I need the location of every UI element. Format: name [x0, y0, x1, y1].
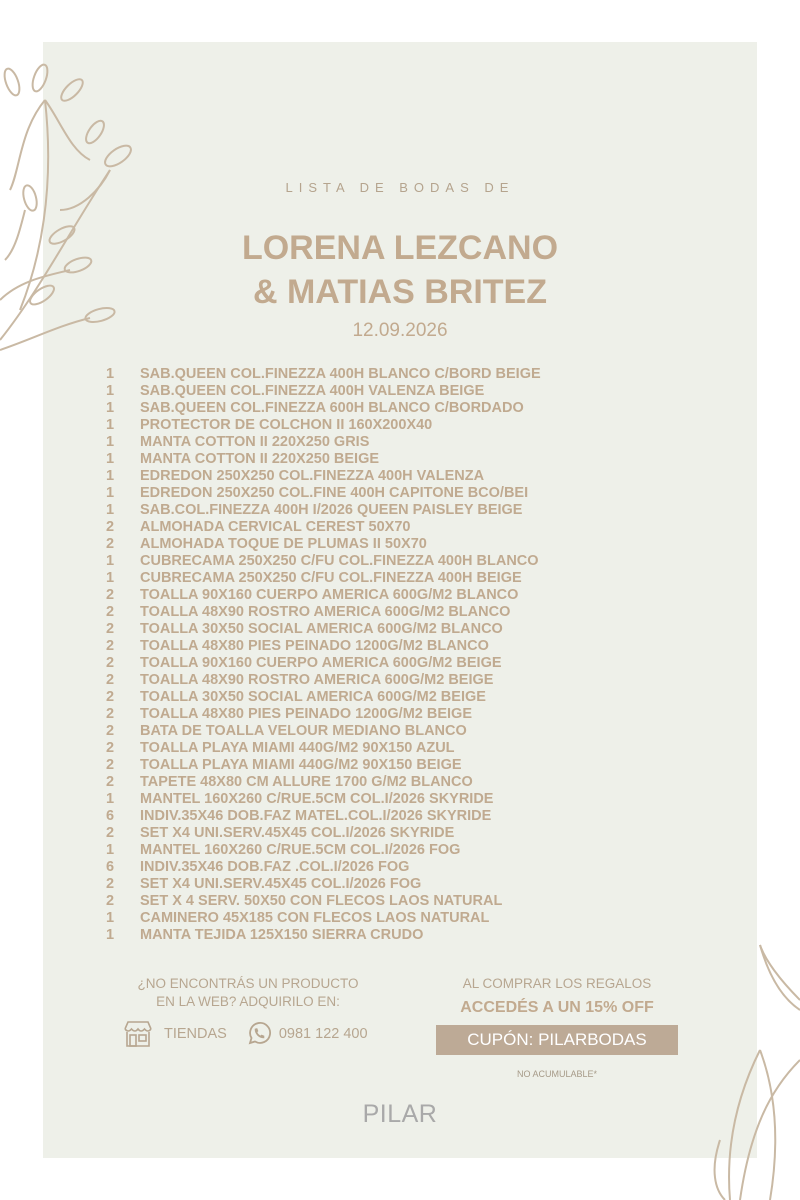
item-description: CUBRECAMA 250X250 C/FU COL.FINEZZA 400H BEIGE: [140, 570, 522, 586]
item-description: TAPETE 48X80 CM ALLURE 1700 G/M2 BLANCO: [140, 774, 473, 790]
item-description: SAB.QUEEN COL.FINEZZA 400H BLANCO C/BORD BEIGE: [140, 366, 541, 382]
floral-branch-top-left: [0, 60, 140, 360]
item-description: CUBRECAMA 250X250 C/FU COL.FINEZZA 400H BLANCO: [140, 553, 539, 569]
list-item: [106, 910, 541, 927]
item-description: TOALLA 48X90 ROSTRO AMERICA 600G/M2 BLANCO: [140, 604, 511, 620]
item-quantity: 2: [106, 519, 115, 535]
floral-branch-bottom-right: [700, 940, 800, 1200]
list-item: [106, 723, 541, 740]
item-quantity: 1: [106, 485, 115, 501]
item-quantity: 2: [106, 536, 115, 552]
names-line-1: LORENA LEZCANO: [241, 229, 559, 267]
item-quantity: 2: [106, 706, 115, 722]
item-description: PROTECTOR DE COLCHON II 160X200X40: [140, 417, 433, 433]
list-item: [106, 604, 541, 621]
list-item: [106, 417, 541, 434]
item-description: SAB.COL.FINEZZA 400H I/2026 QUEEN PAISLEY BEIGE: [140, 502, 523, 518]
list-item: [106, 672, 541, 689]
item-description: MANTEL 160X260 C/RUE.5CM COL.I/2026 SKYRIDE: [140, 791, 494, 807]
item-description: ALMOHADA TOQUE DE PLUMAS II 50X70: [140, 536, 427, 552]
item-quantity: 2: [106, 689, 115, 705]
item-quantity: 2: [106, 604, 115, 620]
list-item: [106, 876, 541, 893]
item-description: SET X4 UNI.SERV.45X45 COL.I/2026 FOG: [140, 876, 422, 892]
item-quantity: 1: [106, 400, 115, 416]
item-description: EDREDON 250X250 COL.FINEZZA 400H VALENZA: [140, 468, 485, 484]
item-description: EDREDON 250X250 COL.FINE 400H CAPITONE BCO/BEI: [140, 485, 529, 501]
item-description: SAB.QUEEN COL.FINEZZA 400H VALENZA BEIGE: [140, 383, 485, 399]
list-item: [106, 740, 541, 757]
item-description: TOALLA 30X50 SOCIAL AMERICA 600G/M2 BLANCO: [140, 621, 503, 637]
list-item: [106, 655, 541, 672]
item-description: SET X4 UNI.SERV.45X45 COL.I/2026 SKYRIDE: [140, 825, 455, 841]
store-icon: [122, 1020, 154, 1048]
item-quantity: 2: [106, 893, 115, 909]
item-quantity: 1: [106, 468, 115, 484]
list-item: [106, 893, 541, 910]
item-quantity: 2: [106, 876, 115, 892]
item-description: MANTA TEJIDA 125X150 SIERRA CRUDO: [140, 927, 424, 943]
item-quantity: 2: [106, 621, 115, 637]
list-item: [106, 859, 541, 876]
item-quantity: 1: [106, 434, 115, 450]
list-item: [106, 434, 541, 451]
wedding-date: 12.09.2026: [352, 320, 448, 341]
item-description: SAB.QUEEN COL.FINEZZA 600H BLANCO C/BORDADO: [140, 400, 524, 416]
list-item: [106, 383, 541, 400]
item-description: TOALLA 48X90 ROSTRO AMERICA 600G/M2 BEIGE: [140, 672, 494, 688]
item-description: INDIV.35X46 DOB.FAZ MATEL.COL.I/2026 SKYRIDE: [140, 808, 492, 824]
item-description: MANTA COTTON II 220X250 BEIGE: [140, 451, 380, 467]
item-quantity: 1: [106, 451, 115, 467]
item-quantity: 2: [106, 757, 115, 773]
contact-row: [122, 1020, 368, 1048]
not-found-line-2: EN LA WEB? ADQUIRILO EN:: [156, 994, 340, 1009]
item-quantity: 2: [106, 672, 115, 688]
item-description: BATA DE TOALLA VELOUR MEDIANO BLANCO: [140, 723, 467, 739]
coupon-badge: CUPÓN: PILARBODAS: [436, 1025, 678, 1055]
list-item: [106, 502, 541, 519]
item-description: CAMINERO 45X185 CON FLECOS LAOS NATURAL: [140, 910, 490, 926]
item-quantity: 1: [106, 502, 115, 518]
whatsapp-icon: [245, 1020, 273, 1048]
item-quantity: 2: [106, 723, 115, 739]
item-quantity: 1: [106, 791, 115, 807]
list-item: [106, 366, 541, 383]
not-cumulative-note: NO ACUMULABLE*: [516, 1069, 598, 1079]
item-quantity: 1: [106, 366, 115, 382]
item-quantity: 2: [106, 655, 115, 671]
list-item: [106, 706, 541, 723]
list-item: [106, 553, 541, 570]
list-item: [106, 621, 541, 638]
stores-label: TIENDAS: [164, 1026, 227, 1042]
promo-block: [436, 975, 678, 1079]
gift-list: [106, 366, 541, 944]
purchase-info: [100, 975, 396, 1011]
promo-line-1: AL COMPRAR LOS REGALOS: [462, 976, 652, 991]
list-item: [106, 927, 541, 944]
item-quantity: 2: [106, 638, 115, 654]
list-item: [106, 587, 541, 604]
not-found-line-1: ¿NO ENCONTRÁS UN PRODUCTO: [137, 976, 359, 991]
item-quantity: 1: [106, 417, 115, 433]
list-item: [106, 791, 541, 808]
item-quantity: 1: [106, 910, 115, 926]
list-item: [106, 825, 541, 842]
list-kicker: LISTA DE BODAS DE: [285, 180, 515, 195]
item-description: TOALLA 30X50 SOCIAL AMERICA 600G/M2 BEIGE: [140, 689, 486, 705]
names-line-2: & MATIAS BRITEZ: [252, 273, 547, 311]
list-item: [106, 757, 541, 774]
brand-logo: PILAR: [362, 1100, 438, 1128]
list-item: [106, 468, 541, 485]
item-description: TOALLA 90X160 CUERPO AMERICA 600G/M2 BLANCO: [140, 587, 519, 603]
phone-number[interactable]: 0981 122 400: [278, 1026, 368, 1042]
item-quantity: 1: [106, 383, 115, 399]
item-description: TOALLA 48X80 PIES PEINADO 1200G/M2 BLANCO: [140, 638, 489, 654]
list-item: [106, 519, 541, 536]
couple-names: [0, 226, 800, 314]
list-item: [106, 400, 541, 417]
item-description: MANTA COTTON II 220X250 GRIS: [140, 434, 370, 450]
item-description: TOALLA PLAYA MIAMI 440G/M2 90X150 BEIGE: [140, 757, 462, 773]
item-quantity: 2: [106, 774, 115, 790]
item-description: SET X 4 SERV. 50X50 CON FLECOS LAOS NATURAL: [140, 893, 503, 909]
list-item: [106, 485, 541, 502]
item-quantity: 2: [106, 825, 115, 841]
item-quantity: 2: [106, 587, 115, 603]
list-item: [106, 570, 541, 587]
list-item: [106, 808, 541, 825]
item-quantity: 2: [106, 740, 115, 756]
list-item: [106, 536, 541, 553]
list-item: [106, 638, 541, 655]
item-quantity: 6: [106, 859, 115, 875]
list-item: [106, 689, 541, 706]
item-description: ALMOHADA CERVICAL CEREST 50X70: [140, 519, 411, 535]
list-item: [106, 774, 541, 791]
item-quantity: 1: [106, 570, 115, 586]
item-description: TOALLA 48X80 PIES PEINADO 1200G/M2 BEIGE: [140, 706, 472, 722]
item-description: INDIV.35X46 DOB.FAZ .COL.I/2026 FOG: [140, 859, 410, 875]
list-item: [106, 451, 541, 468]
item-quantity: 6: [106, 808, 115, 824]
item-description: MANTEL 160X260 C/RUE.5CM COL.I/2026 FOG: [140, 842, 461, 858]
list-item: [106, 842, 541, 859]
item-description: TOALLA PLAYA MIAMI 440G/M2 90X150 AZUL: [140, 740, 455, 756]
item-quantity: 1: [106, 842, 115, 858]
item-description: TOALLA 90X160 CUERPO AMERICA 600G/M2 BEIGE: [140, 655, 502, 671]
item-quantity: 1: [106, 927, 115, 943]
item-quantity: 1: [106, 553, 115, 569]
promo-line-2: ACCEDÉS A UN 15% OFF: [460, 999, 654, 1016]
